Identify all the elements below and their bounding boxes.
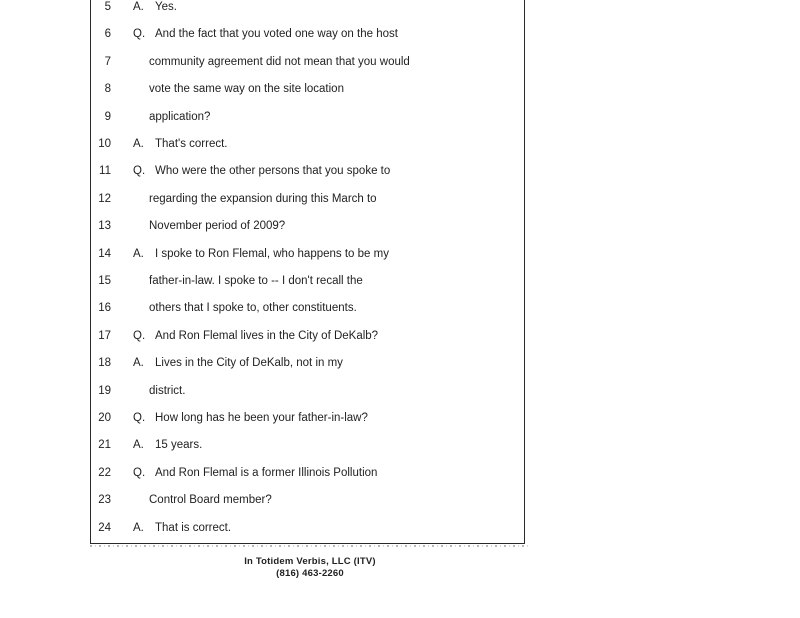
transcript-line — [0, 79, 800, 99]
transcript-line — [0, 490, 800, 510]
speaker-marker: A. — [133, 138, 144, 150]
line-number: 16 — [98, 302, 111, 315]
transcript-line — [0, 134, 800, 154]
speaker-marker: Q. — [133, 466, 146, 479]
transcript-text: And the fact that you voted one way on the host — [155, 28, 398, 41]
line-number: 18 — [98, 357, 111, 370]
transcript-text: 15 years. — [155, 439, 203, 452]
transcript-line — [0, 326, 800, 346]
speaker-marker: Q. — [133, 412, 146, 424]
transcript-line — [0, 189, 800, 209]
transcript-text: district. — [149, 384, 186, 397]
speaker-marker: A. — [133, 357, 144, 370]
speaker-marker: Q. — [133, 329, 146, 342]
transcript-text: I spoke to Ron Flemal, who happens to be my — [155, 247, 389, 260]
transcript-line — [0, 161, 800, 181]
footer-phone: (816) 463-2260 — [276, 568, 344, 579]
line-number: 7 — [104, 55, 111, 68]
speaker-marker: A. — [133, 439, 144, 452]
line-number: 11 — [99, 165, 111, 178]
line-number: 6 — [104, 28, 111, 41]
line-number: 12 — [98, 192, 111, 205]
transcript-line — [0, 463, 800, 483]
transcript-text: community agreement did not mean that you would — [149, 55, 410, 68]
transcript-text: others that I spoke to, other constituents. — [149, 302, 357, 315]
transcript-line — [0, 435, 800, 455]
scan-artifact-line — [90, 545, 528, 547]
transcript-line — [0, 216, 800, 236]
transcript-line — [0, 408, 800, 428]
line-number: 8 — [104, 83, 111, 96]
transcript-line — [0, 298, 800, 318]
line-number: 14 — [98, 247, 111, 260]
line-number: 13 — [98, 220, 111, 233]
footer-company: In Totidem Verbis, LLC (ITV) — [244, 556, 376, 567]
speaker-marker: A. — [133, 1, 144, 13]
transcript-text: That's correct. — [155, 138, 228, 150]
transcript-text: vote the same way on the site location — [149, 83, 344, 96]
transcript-line — [0, 244, 800, 264]
transcript-text: father-in-law. I spoke to -- I don't recall the — [149, 275, 363, 287]
transcript-text: And Ron Flemal lives in the City of DeKalb? — [155, 329, 379, 342]
speaker-marker: Q. — [133, 165, 146, 178]
transcript-text: Lives in the City of DeKalb, not in my — [155, 357, 343, 370]
transcript-text: How long has he been your father-in-law? — [155, 412, 368, 424]
transcript-text: November period of 2009? — [149, 220, 286, 233]
transcript-text: regarding the expansion during this March to — [149, 192, 377, 205]
line-number: 17 — [98, 329, 111, 342]
transcript-line — [0, 0, 800, 17]
transcript-line — [0, 52, 800, 72]
line-number: 10 — [98, 138, 111, 150]
transcript-text: That is correct. — [155, 521, 232, 534]
transcript-line — [0, 381, 800, 401]
line-number: 21 — [98, 439, 111, 452]
transcript-text: Who were the other persons that you spoke to — [155, 165, 391, 178]
line-number: 5 — [104, 1, 111, 13]
transcript-text: Yes. — [155, 1, 177, 13]
speaker-marker: A. — [133, 521, 144, 534]
transcript-line — [0, 353, 800, 373]
transcript-line — [0, 271, 800, 291]
speaker-marker: Q. — [133, 28, 146, 41]
line-number: 9 — [104, 110, 111, 123]
line-number: 19 — [98, 384, 111, 397]
line-number: 24 — [98, 521, 111, 534]
transcript-text: Control Board member? — [149, 494, 272, 507]
line-number: 23 — [98, 494, 111, 507]
transcript-line — [0, 24, 800, 44]
speaker-marker: A. — [133, 247, 144, 260]
transcript-line — [0, 107, 800, 127]
line-number: 15 — [98, 275, 111, 287]
transcript-text: And Ron Flemal is a former Illinois Pollution — [155, 466, 378, 479]
line-number: 22 — [98, 466, 111, 479]
transcript-line — [0, 518, 800, 538]
transcript-text: application? — [149, 110, 211, 123]
line-number: 20 — [98, 412, 111, 424]
